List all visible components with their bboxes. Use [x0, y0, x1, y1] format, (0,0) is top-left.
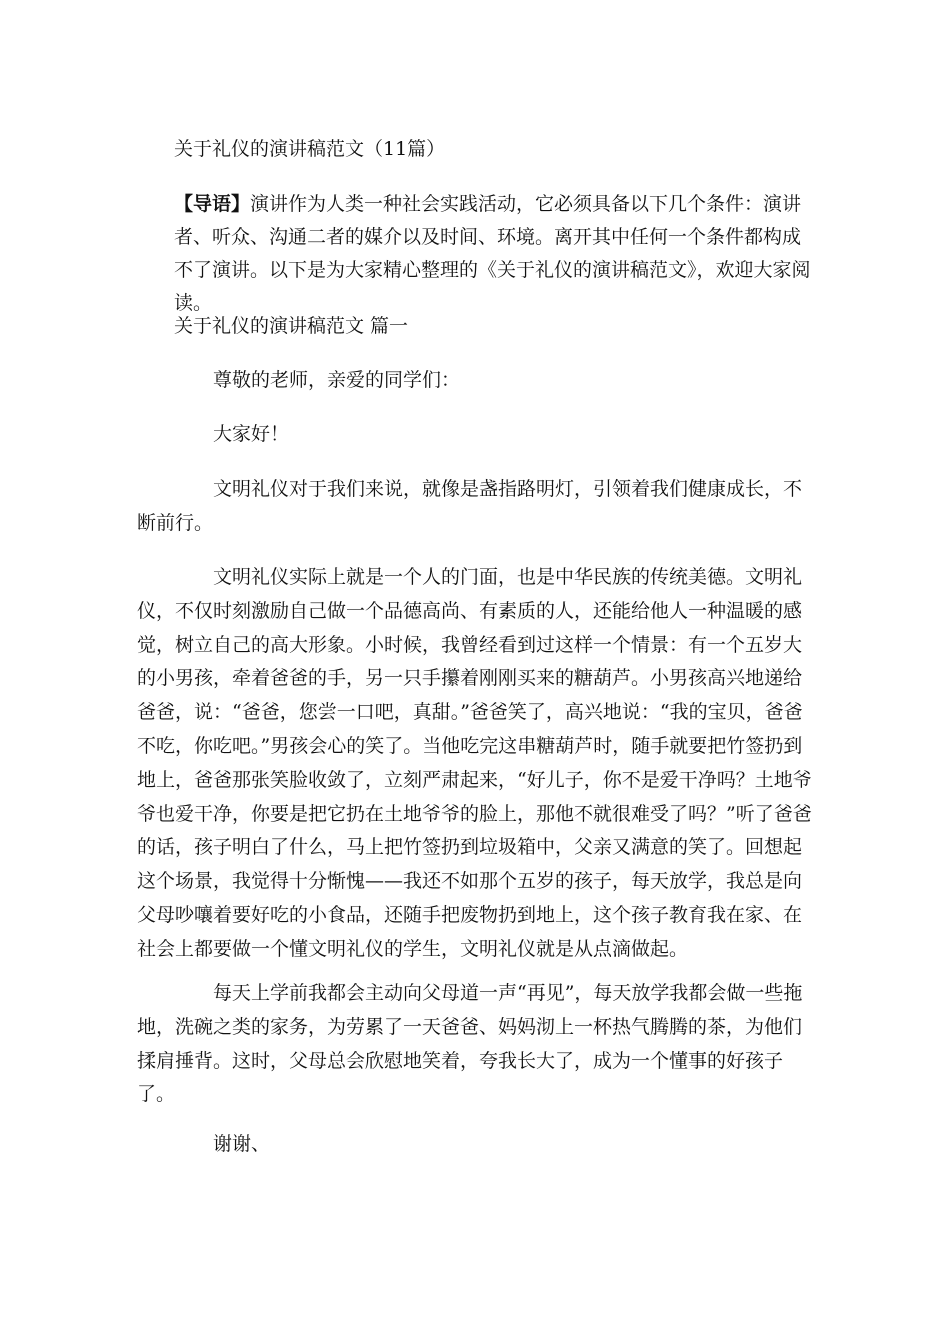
body-paragraph-3: 每天上学前我都会主动向父母道一声“再见”，每天放学我都会做一些拖地，洗碗之类的家务，为劳累了一天爸爸、妈妈沏上一杯热气腾腾的茶，为他们揉肩捶背。这时，父母总会欣慰地笑着，夸我长大了，成为一个懂事的好孩子了。: [137, 982, 803, 1106]
body-paragraph-1: 文明礼仪对于我们来说，就像是盏指路明灯，引领着我们健康成长，不断前行。: [137, 478, 803, 534]
document-title: 关于礼仪的演讲稿范文（11篇）: [174, 138, 446, 160]
closing: 谢谢、: [213, 1133, 271, 1155]
intro-text: 演讲作为人类一种社会实践活动，它必须具备以下几个条件：演讲者、听众、沟通二者的媒介以及时间、环境。离开其中任何一个条件都构成不了演讲。以下是为大家精心整理的《关于礼仪的演讲稿范文》，欢迎大家阅读。: [174, 193, 811, 314]
intro-paragraph: [174, 188, 814, 320]
body-paragraph-2: 文明礼仪实际上就是一个人的门面，也是中华民族的传统美德。文明礼仪，不仅时刻激励自己做一个品德高尚、有素质的人，还能给他人一种温暖的感觉，树立自己的高大形象。小时候，我曾经看到过这样一个情景：有一个五岁大的小男孩，牵着爸爸的手，另一只手攥着刚刚买来的糖葫芦。小男孩高兴地递给爸爸，说：“爸爸，您尝一口吧，真甜。”爸爸笑了，高兴地说：“我的宝贝，爸爸不吃，你吃吧。”男孩会心的笑了。当他吃完这串糖葫芦时，随手就要把竹签扔到地上，爸爸那张笑脸收敛了，立刻严肃起来，“好儿子，你不是爱干净吗？土地爷爷也爱干净，你要是把它扔在土地爷爷的脸上，那他不就很难受了吗？”听了爸爸的话，孩子明白了什么，马上把竹签扔到垃圾箱中，父亲又满意的笑了。回想起这个场景，我觉得十分惭愧——我还不如那个五岁的孩子，每天放学，我总是向父母吵嚷着要好吃的小食品，还随手把废物扔到地上，这个孩子教育我在家、在社会上都要做一个懂文明礼仪的学生，文明礼仪就是从点滴做起。: [137, 566, 812, 960]
section-title: 关于礼仪的演讲稿范文 篇一: [174, 315, 409, 337]
salutation: 尊敬的老师，亲爱的同学们：: [213, 369, 461, 391]
greeting: 大家好！: [213, 423, 290, 445]
intro-label: 【导语】: [174, 193, 251, 215]
